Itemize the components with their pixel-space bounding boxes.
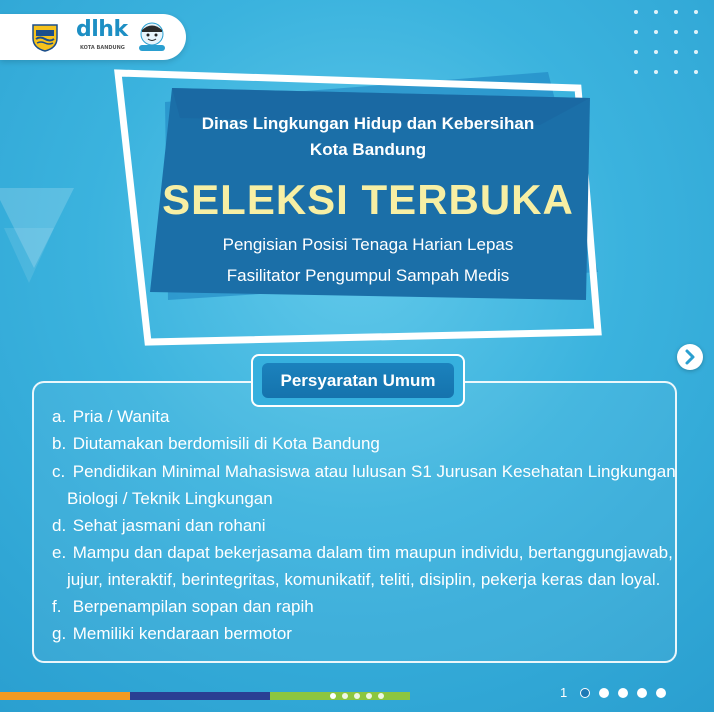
dlhk-logo: dlhk	[76, 17, 128, 42]
footer-stripe-navy	[130, 692, 270, 700]
carousel-dot-5[interactable]	[656, 688, 666, 698]
requirement-item-e: e. Mampu dan dapat bekerjasama dalam tim maupun individu, bertanggungjawab,	[52, 543, 673, 562]
headline: SELEKSI TERBUKA	[162, 176, 574, 223]
carousel-dot-2[interactable]	[599, 688, 609, 698]
requirement-item-g: g. Memiliki kendaraan bermotor	[52, 624, 292, 643]
requirement-item-c-continued: Biologi / Teknik Lingkungan	[67, 489, 273, 508]
requirement-item-a: a. Pria / Wanita	[52, 407, 170, 426]
requirement-item-d: d. Sehat jasmani dan rohani	[52, 516, 266, 535]
mini-carousel-dot	[342, 693, 348, 699]
footer-stripe-green	[270, 692, 410, 700]
footer-stripe-orange	[0, 692, 130, 700]
carousel-dot-4[interactable]	[637, 688, 647, 698]
position-subtitle: Fasilitator Pengumpul Sampah Medis	[226, 266, 510, 285]
mini-carousel-dot	[378, 693, 384, 699]
requirements-title: Persyaratan Umum	[262, 363, 454, 398]
chevron-right-icon	[677, 344, 703, 370]
carousel-dot-3[interactable]	[618, 688, 628, 698]
page-number: 1	[560, 685, 568, 700]
mini-carousel-dot	[354, 693, 360, 699]
mini-carousel-dot	[366, 693, 372, 699]
requirement-item-c: c. Pendidikan Minimal Mahasiswa atau lulusan S1 Jurusan Kesehatan Lingkungan	[52, 462, 676, 481]
carousel-dot-1[interactable]	[580, 688, 590, 698]
requirement-item-b: b. Diutamakan berdomisili di Kota Bandung	[52, 434, 380, 453]
mini-carousel-dot	[330, 693, 336, 699]
dlhk-logo-subtext: KOTA BANDUNG	[80, 45, 125, 51]
organization-city: Kota Bandung	[309, 140, 427, 159]
requirement-item-f: f. Berpenampilan sopan dan rapih	[52, 597, 314, 616]
position-title: Pengisian Posisi Tenaga Harian Lepas	[222, 235, 514, 254]
organization-name: Dinas Lingkungan Hidup dan Kebersihan	[201, 114, 535, 133]
requirements-title-frame	[251, 354, 465, 407]
requirement-item-e-continued: jujur, interaktif, berintegritas, komunikatif, teliti, disiplin, pekerja keras dan loyal.	[67, 570, 661, 589]
carousel-next-button[interactable]	[677, 344, 703, 370]
